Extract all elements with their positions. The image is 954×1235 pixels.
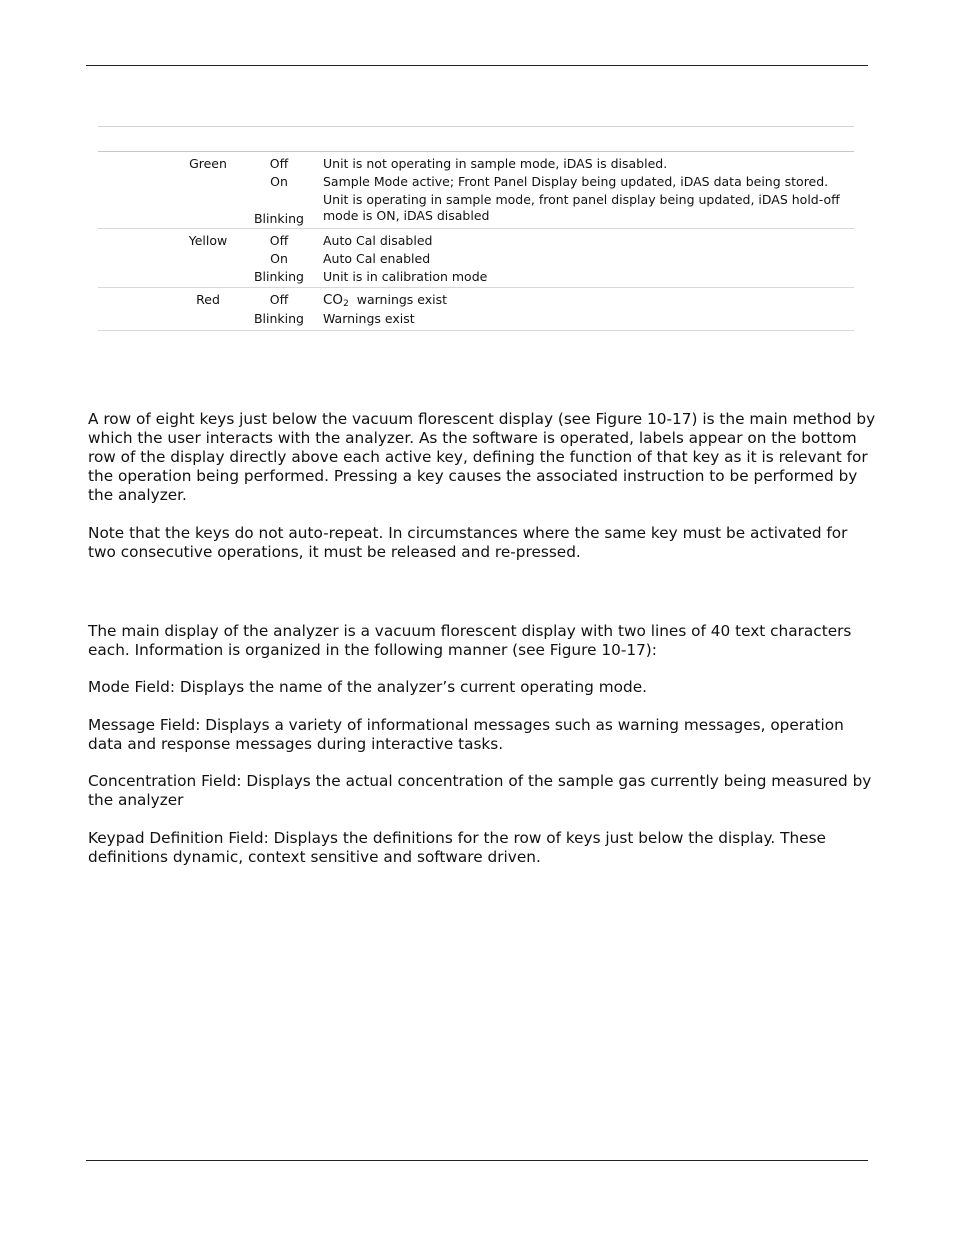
state-description: Unit is in calibration mode xyxy=(323,269,488,284)
state-off: Off xyxy=(269,292,289,307)
co2-subscript: 2 xyxy=(343,299,349,309)
mode-field-paragraph: Mode Field: Displays the name of the analyzer’s current operating mode. xyxy=(88,678,647,696)
footer-rule xyxy=(86,1160,868,1161)
table-row-green xyxy=(98,152,854,229)
co2-label: CO xyxy=(323,292,344,308)
led-name-yellow: Yellow xyxy=(188,233,228,248)
header-rule xyxy=(86,65,868,66)
co2-warning-text: warnings exist xyxy=(348,292,448,307)
table-header-row xyxy=(98,127,854,151)
state-blinking: Blinking xyxy=(253,269,304,284)
auto-repeat-note-paragraph: Note that the keys do not auto-repeat. In circumstances where the same key must be activated for two consecutive operations, it must be released and re-pressed. xyxy=(88,524,848,561)
display-paragraph: The main display of the analyzer is a vacuum florescent display with two lines of 40 text characters each. Information is organized in the following manner (see Figure 10-17): xyxy=(88,622,852,659)
keypad-definition-field-paragraph: Keypad Definition Field: Displays the definitions for the row of keys just below the display. These definitions dynamic, context sensitive and software driven. xyxy=(88,829,826,866)
state-off: Off xyxy=(269,233,289,248)
state-description: Sample Mode active; Front Panel Display being updated, iDAS data being stored. xyxy=(323,174,829,189)
led-name-green: Green xyxy=(189,156,227,171)
table-row-red xyxy=(98,288,854,331)
led-name-red: Red xyxy=(196,292,220,307)
state-description: Unit is operating in sample mode, front panel display being updated, iDAS hold-off xyxy=(323,192,840,207)
state-description: Warnings exist xyxy=(323,311,415,326)
state-description: Auto Cal disabled xyxy=(323,233,433,248)
led-status-table xyxy=(98,126,854,331)
state-description: Unit is not operating in sample mode, iDAS is disabled. xyxy=(323,156,668,171)
state-blinking: Blinking xyxy=(253,311,304,326)
state-off: Off xyxy=(269,156,289,171)
state-blinking: Blinking xyxy=(253,211,304,226)
table-row-yellow xyxy=(98,229,854,288)
state-description: Auto Cal enabled xyxy=(323,251,431,266)
state-on: On xyxy=(270,251,288,266)
state-on: On xyxy=(270,174,288,189)
keypad-paragraph: A row of eight keys just below the vacuum florescent display (see Figure 10-17) is the main method by which the user interacts with the analyzer. As the software is operated, labels appear on the bottom row of the display directly above each active key, defining the function of that key as it is relevant for the operation being performed. Pressing a key causes the associated instruction to be performed by the analyzer. xyxy=(88,410,876,504)
state-description: mode is ON, iDAS disabled xyxy=(323,208,490,223)
concentration-field-paragraph: Concentration Field: Displays the actual concentration of the sample gas currently being measured by the analyzer xyxy=(88,772,872,809)
message-field-paragraph: Message Field: Displays a variety of informational messages such as warning messages, operation data and response messages during interactive tasks. xyxy=(88,716,844,753)
